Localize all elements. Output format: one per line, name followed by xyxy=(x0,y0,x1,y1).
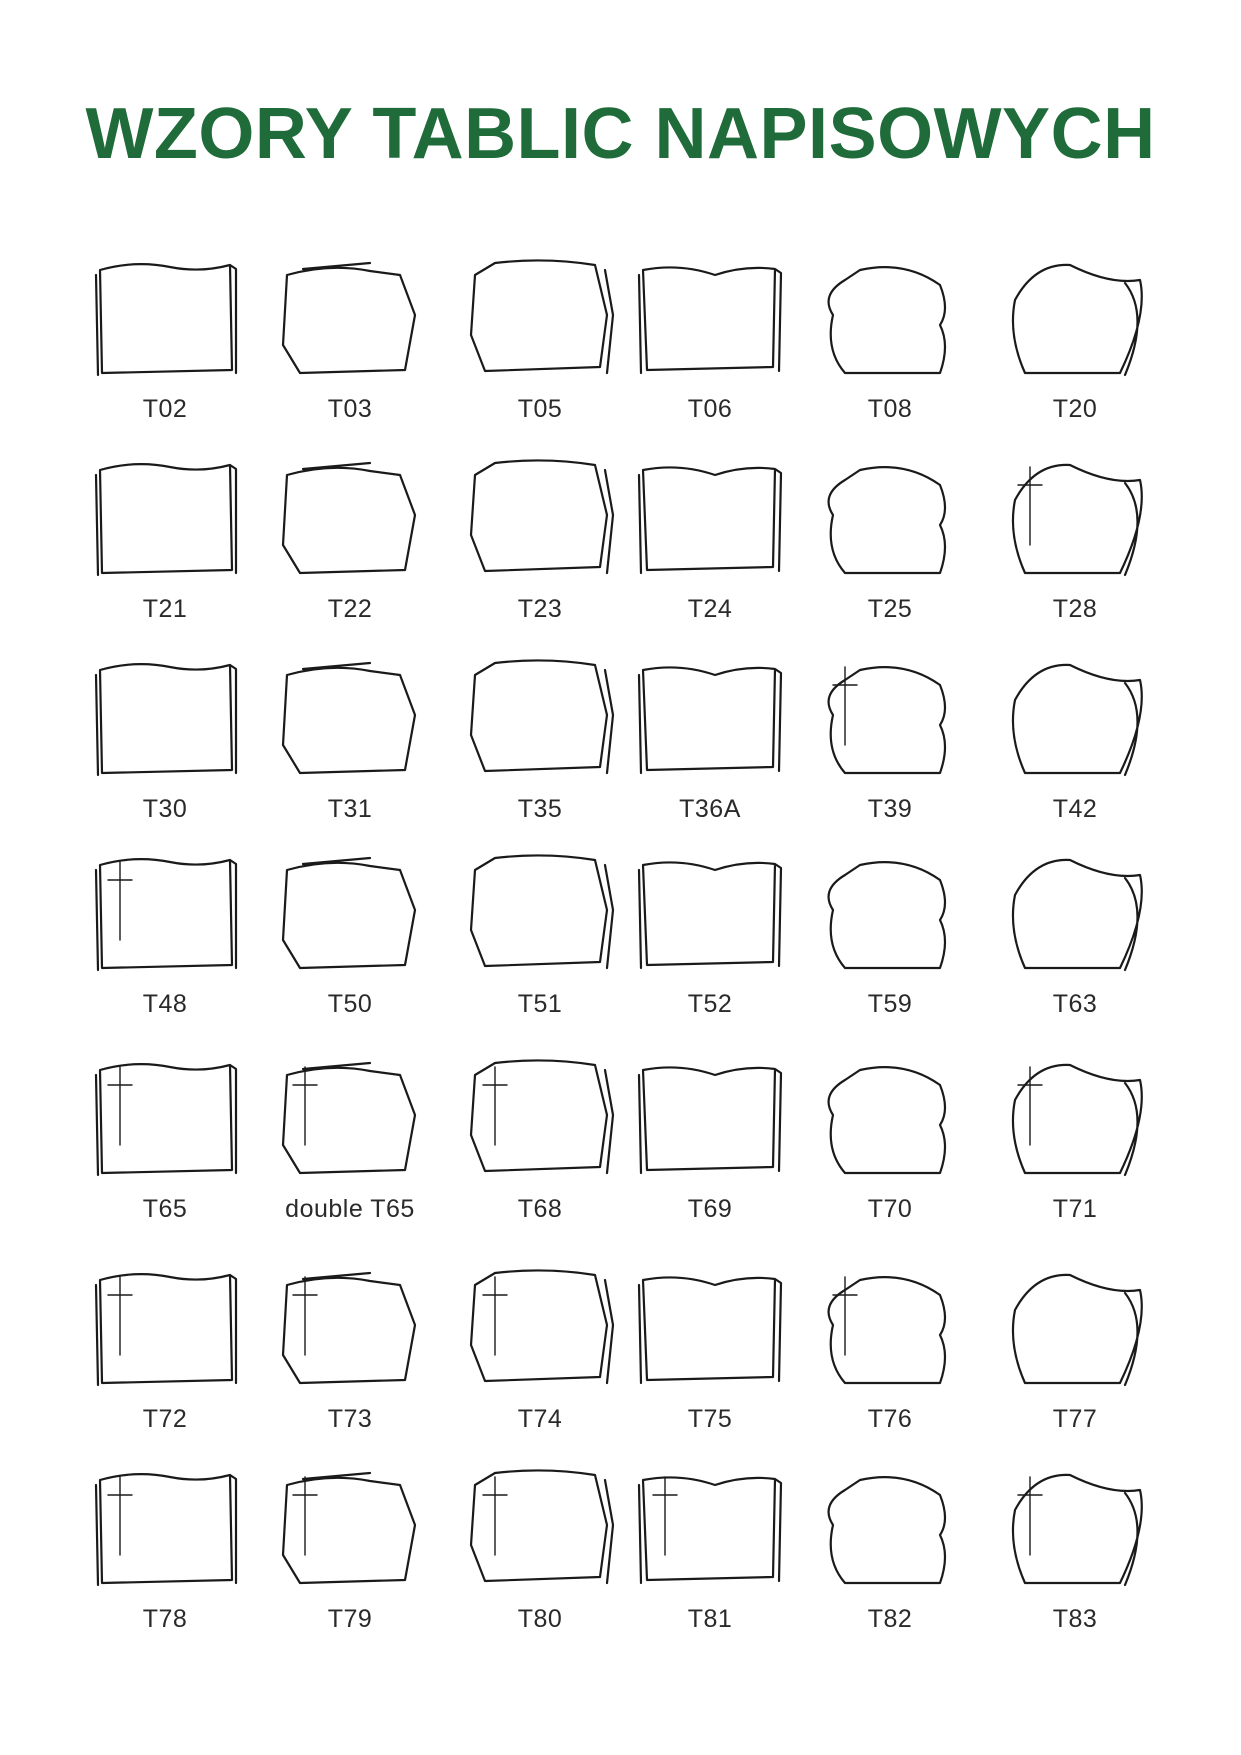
tablet-outline-icon xyxy=(1000,455,1150,585)
tablet-outline-icon xyxy=(635,455,785,585)
tablet-outline-icon xyxy=(635,655,785,785)
cross-icon xyxy=(108,862,132,940)
tablet-outline-icon xyxy=(90,1265,240,1395)
tablet-t51 xyxy=(455,850,625,1040)
tablet-shape xyxy=(96,264,236,375)
tablet-outline-icon xyxy=(275,1055,425,1185)
tablet-shape xyxy=(639,862,781,968)
cross-icon xyxy=(108,1477,132,1555)
tablet-outline-icon xyxy=(635,1465,785,1595)
tablet-label: T63 xyxy=(1052,990,1098,1018)
tablet-shape xyxy=(96,1274,236,1385)
tablet-shape xyxy=(639,1277,781,1383)
tablet-label: T75 xyxy=(687,1405,733,1433)
tablet-t71 xyxy=(990,1055,1160,1245)
tablet-outline-icon xyxy=(815,255,965,385)
tablet-t72 xyxy=(80,1265,250,1455)
tablet-shape xyxy=(96,859,236,970)
tablet-t52 xyxy=(625,850,795,1040)
tablet-t59 xyxy=(805,850,975,1040)
tablet-shape xyxy=(471,460,613,573)
tablet-label: T30 xyxy=(142,795,188,823)
tablet-label: T05 xyxy=(517,395,563,423)
tablet-label: T20 xyxy=(1052,395,1098,423)
tablet-t73 xyxy=(265,1265,435,1455)
tablet-outline-icon xyxy=(90,655,240,785)
tablet-shape xyxy=(639,667,781,773)
cross-icon xyxy=(108,1067,132,1145)
cross-icon xyxy=(108,1277,132,1355)
tablet-shape xyxy=(1013,1475,1142,1585)
tablet-label: double T65 xyxy=(285,1195,415,1223)
tablet-outline-icon xyxy=(815,1055,965,1185)
tablet-label: T81 xyxy=(687,1605,733,1633)
tablet-outline-icon xyxy=(275,1465,425,1595)
tablet-t36a xyxy=(625,655,795,845)
tablet-shape xyxy=(96,664,236,775)
tablet-outline-icon xyxy=(275,850,425,980)
tablet-outline-icon xyxy=(1000,850,1150,980)
cross-icon xyxy=(293,1277,317,1355)
tablet-shape xyxy=(829,1067,945,1173)
cross-icon xyxy=(833,1277,857,1355)
tablet-t83 xyxy=(990,1465,1160,1655)
tablet-label: T52 xyxy=(687,990,733,1018)
tablet-shape xyxy=(829,862,945,968)
cross-icon xyxy=(483,1067,507,1145)
tablet-outline-icon xyxy=(815,1265,965,1395)
tablet-t82 xyxy=(805,1465,975,1655)
tablet-t50 xyxy=(265,850,435,1040)
tablet-shape xyxy=(1013,665,1142,775)
tablet-outline-icon xyxy=(465,255,615,385)
tablet-label: T23 xyxy=(517,595,563,623)
tablet-shape xyxy=(639,1477,781,1583)
tablet-t21 xyxy=(80,455,250,645)
tablet-shape xyxy=(283,1473,415,1583)
tablet-t22 xyxy=(265,455,435,645)
tablet-shape xyxy=(1013,465,1142,575)
tablet-label: T03 xyxy=(327,395,373,423)
tablet-label: T68 xyxy=(517,1195,563,1223)
tablet-t81 xyxy=(625,1465,795,1655)
tablet-t39 xyxy=(805,655,975,845)
tablet-label: T48 xyxy=(142,990,188,1018)
tablet-label: T82 xyxy=(867,1605,913,1633)
tablet-outline-icon xyxy=(90,255,240,385)
tablet-label: T35 xyxy=(517,795,563,823)
tablet-outline-icon xyxy=(465,1465,615,1595)
tablet-outline-icon xyxy=(90,455,240,585)
tablet-t74 xyxy=(455,1265,625,1455)
tablet-outline-icon xyxy=(465,655,615,785)
tablet-t06 xyxy=(625,255,795,445)
cross-icon xyxy=(1018,467,1042,545)
tablet-outline-icon xyxy=(465,1055,615,1185)
tablet-shape xyxy=(639,467,781,573)
tablet-outline-icon xyxy=(635,1055,785,1185)
tablet-t24 xyxy=(625,455,795,645)
tablet-outline-icon xyxy=(90,1465,240,1595)
tablet-shape xyxy=(829,1477,945,1583)
tablet-shape xyxy=(283,1063,415,1173)
tablet-outline-icon xyxy=(275,455,425,585)
tablet-shape xyxy=(283,263,415,373)
tablet-outline-icon xyxy=(275,1265,425,1395)
tablet-outline-icon xyxy=(635,1265,785,1395)
tablet-label: T51 xyxy=(517,990,563,1018)
tablet-outline-icon xyxy=(815,655,965,785)
tablet-shape xyxy=(283,858,415,968)
tablet-t31 xyxy=(265,655,435,845)
tablet-label: T77 xyxy=(1052,1405,1098,1433)
tablet-shape xyxy=(471,1060,613,1173)
cross-icon xyxy=(483,1277,507,1355)
tablet-outline-icon xyxy=(90,850,240,980)
tablet-label: T24 xyxy=(687,595,733,623)
tablet-t08 xyxy=(805,255,975,445)
cross-icon xyxy=(1018,1477,1042,1555)
tablet-t05 xyxy=(455,255,625,445)
tablet-label: T80 xyxy=(517,1605,563,1633)
tablet-label: T72 xyxy=(142,1405,188,1433)
tablet-t80 xyxy=(455,1465,625,1655)
tablet-outline-icon xyxy=(465,455,615,585)
tablet-shape xyxy=(639,1067,781,1173)
tablet-label: T70 xyxy=(867,1195,913,1223)
tablet-label: T31 xyxy=(327,795,373,823)
tablet-shape xyxy=(829,467,945,573)
tablet-outline-icon xyxy=(465,850,615,980)
tablet-t03 xyxy=(265,255,435,445)
tablet-outline-icon xyxy=(465,1265,615,1395)
tablet-label: T76 xyxy=(867,1405,913,1433)
tablet-t25 xyxy=(805,455,975,645)
tablet-label: T21 xyxy=(142,595,188,623)
tablet-t23 xyxy=(455,455,625,645)
tablet-shape xyxy=(829,267,945,373)
tablet-shape xyxy=(471,260,613,373)
tablet-outline-icon xyxy=(1000,1465,1150,1595)
tablet-label: T42 xyxy=(1052,795,1098,823)
tablet-outline-icon xyxy=(1000,255,1150,385)
tablet-t48 xyxy=(80,850,250,1040)
tablet-outline-icon xyxy=(1000,655,1150,785)
tablet-shape xyxy=(1013,265,1142,375)
page-title: WZORY TABLIC NAPISOWYCH xyxy=(85,94,1156,174)
tablet-t65 xyxy=(80,1055,250,1245)
tablet-label: T06 xyxy=(687,395,733,423)
tablet-label: T79 xyxy=(327,1605,373,1633)
tablet-t30 xyxy=(80,655,250,845)
tablet-shape xyxy=(829,1277,945,1383)
tablet-t76 xyxy=(805,1265,975,1455)
tablet-t35 xyxy=(455,655,625,845)
tablet-label: T73 xyxy=(327,1405,373,1433)
tablet-label: T69 xyxy=(687,1195,733,1223)
tablet-label: T78 xyxy=(142,1605,188,1633)
tablet-shape xyxy=(96,1064,236,1175)
tablet-outline-icon xyxy=(635,255,785,385)
tablet-label: T28 xyxy=(1052,595,1098,623)
tablet-label: T83 xyxy=(1052,1605,1098,1633)
tablet-outline-icon xyxy=(635,850,785,980)
tablet-outline-icon xyxy=(1000,1055,1150,1185)
tablet-t77 xyxy=(990,1265,1160,1455)
cross-icon xyxy=(653,1477,677,1555)
tablet-outline-icon xyxy=(815,1465,965,1595)
tablet-label: T65 xyxy=(142,1195,188,1223)
tablet-shape xyxy=(283,663,415,773)
tablet-outline-icon xyxy=(275,255,425,385)
tablet-outline-icon xyxy=(815,850,965,980)
tablet-shape xyxy=(1013,1065,1142,1175)
tablet-shape xyxy=(471,1470,613,1583)
tablet-t79 xyxy=(265,1465,435,1655)
tablet-label: T08 xyxy=(867,395,913,423)
tablet-shape xyxy=(1013,1275,1142,1385)
tablet-outline-icon xyxy=(90,1055,240,1185)
tablet-outline-icon xyxy=(275,655,425,785)
tablet-shape xyxy=(471,855,613,968)
tablet-label: T22 xyxy=(327,595,373,623)
tablet-shape xyxy=(96,1474,236,1585)
tablet-t28 xyxy=(990,455,1160,645)
tablet-t42 xyxy=(990,655,1160,845)
cross-icon xyxy=(293,1477,317,1555)
cross-icon xyxy=(293,1067,317,1145)
tablet-shape xyxy=(829,667,945,773)
tablet-t75 xyxy=(625,1265,795,1455)
tablet-t20 xyxy=(990,255,1160,445)
tablet-shape xyxy=(283,463,415,573)
tablet-shape xyxy=(639,267,781,373)
tablet-label: T02 xyxy=(142,395,188,423)
tablet-label: T50 xyxy=(327,990,373,1018)
tablet-shape xyxy=(283,1273,415,1383)
tablet-label: T39 xyxy=(867,795,913,823)
tablet-shape xyxy=(96,464,236,575)
tablet-shape xyxy=(471,1270,613,1383)
tablet-t78 xyxy=(80,1465,250,1655)
tablet-label: T36A xyxy=(679,795,741,823)
tablet-t63 xyxy=(990,850,1160,1040)
tablet-shape xyxy=(1013,860,1142,970)
tablet-label: T71 xyxy=(1052,1195,1098,1223)
tablet-t69 xyxy=(625,1055,795,1245)
tablet-shape xyxy=(471,660,613,773)
tablet-t02 xyxy=(80,255,250,445)
tablet-outline-icon xyxy=(1000,1265,1150,1395)
tablet-outline-icon xyxy=(815,455,965,585)
tablet-label: T25 xyxy=(867,595,913,623)
tablet-t70 xyxy=(805,1055,975,1245)
tablet-t68 xyxy=(455,1055,625,1245)
tablet-double-t65 xyxy=(265,1055,435,1245)
tablet-label: T74 xyxy=(517,1405,563,1433)
cross-icon xyxy=(833,667,857,745)
cross-icon xyxy=(483,1477,507,1555)
tablet-label: T59 xyxy=(867,990,913,1018)
cross-icon xyxy=(1018,1067,1042,1145)
